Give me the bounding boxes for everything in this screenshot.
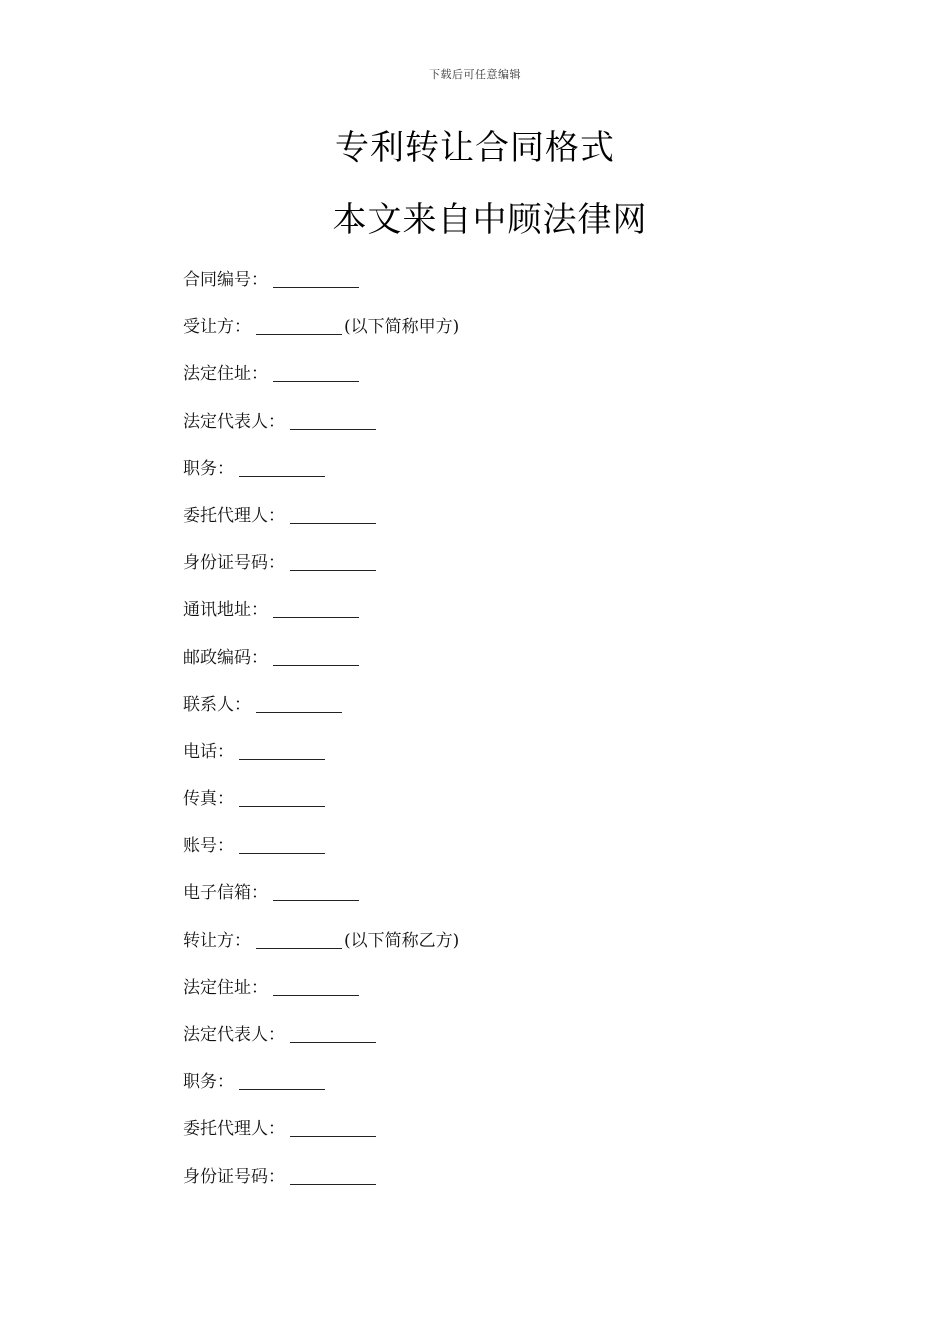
fill-in-blank[interactable] — [239, 1069, 325, 1090]
field-row — [183, 975, 783, 1022]
field-label: 合同编号 — [183, 270, 251, 290]
field-label: 身份证号码 — [183, 1166, 268, 1187]
field-row — [183, 361, 783, 408]
fill-in-blank[interactable] — [273, 361, 359, 382]
field-colon: ： — [251, 977, 268, 998]
field-label: 职务 — [183, 458, 217, 479]
field-row — [183, 692, 783, 739]
fill-in-blank[interactable] — [273, 267, 359, 288]
fill-in-blank[interactable] — [273, 597, 359, 618]
field-colon: ： — [217, 1072, 234, 1093]
field-label: 传真 — [183, 789, 217, 810]
field-colon: ： — [251, 600, 268, 621]
field-label: 职务 — [183, 1072, 217, 1093]
field-colon: ： — [268, 1119, 285, 1140]
field-row — [183, 597, 783, 644]
field-label: 邮政编码 — [183, 647, 251, 668]
field-row — [183, 456, 783, 503]
field-label: 法定代表人 — [183, 411, 268, 432]
field-label: 法定住址 — [183, 977, 251, 998]
field-colon: ： — [268, 1025, 285, 1045]
field-row — [183, 786, 783, 833]
fill-in-blank[interactable] — [290, 1116, 376, 1137]
field-colon: ： — [251, 883, 268, 904]
field-colon: ： — [217, 458, 234, 479]
field-colon: ： — [234, 694, 251, 715]
fill-in-blank[interactable] — [256, 928, 342, 949]
field-note: (以下简称甲方) — [344, 317, 460, 338]
field-colon: ： — [234, 317, 251, 338]
fill-in-blank[interactable] — [256, 692, 342, 713]
field-label: 电话 — [183, 741, 217, 762]
field-label: 委托代理人 — [183, 1119, 268, 1140]
field-row — [183, 409, 783, 456]
field-row — [183, 550, 783, 597]
fill-in-blank[interactable] — [239, 456, 325, 477]
field-row — [183, 645, 783, 692]
contract-fields — [183, 267, 783, 1211]
field-row — [183, 1164, 783, 1211]
field-colon: ： — [268, 1166, 285, 1187]
field-label: 身份证号码 — [183, 553, 268, 574]
field-colon: ： — [251, 270, 268, 290]
fill-in-blank[interactable] — [239, 833, 325, 854]
field-colon: ： — [268, 505, 285, 526]
fill-in-blank[interactable] — [273, 975, 359, 996]
fill-in-blank[interactable] — [239, 786, 325, 807]
field-colon: ： — [268, 411, 285, 432]
field-label: 账号 — [183, 836, 217, 857]
field-colon: ： — [217, 741, 234, 762]
field-colon: ： — [251, 364, 268, 385]
fill-in-blank[interactable] — [290, 1164, 376, 1185]
field-note: (以下简称乙方) — [344, 930, 460, 951]
field-row — [183, 928, 783, 975]
fill-in-blank[interactable] — [273, 645, 359, 666]
field-label: 受让方 — [183, 317, 234, 338]
field-colon: ： — [251, 647, 268, 668]
field-colon: ： — [234, 930, 251, 951]
field-label: 法定住址 — [183, 364, 251, 385]
field-row — [183, 880, 783, 927]
field-row — [183, 1022, 783, 1069]
fill-in-blank[interactable] — [239, 739, 325, 760]
field-label: 法定代表人 — [183, 1025, 268, 1045]
document-subtitle: 本文来自中顾法律网 — [332, 200, 648, 240]
document-title: 专利转让合同格式 — [335, 128, 615, 168]
field-label: 转让方 — [183, 930, 234, 951]
fill-in-blank[interactable] — [273, 880, 359, 901]
field-colon: ： — [217, 789, 234, 810]
field-row — [183, 267, 783, 314]
field-label: 联系人 — [183, 694, 234, 715]
field-row — [183, 314, 783, 361]
field-row — [183, 739, 783, 786]
field-label: 通讯地址 — [183, 600, 251, 621]
fill-in-blank[interactable] — [290, 550, 376, 571]
field-row — [183, 1069, 783, 1116]
field-label: 电子信箱 — [183, 883, 251, 904]
header-note: 下载后可任意编辑 — [429, 68, 521, 81]
fill-in-blank[interactable] — [256, 314, 342, 335]
field-row — [183, 1116, 783, 1163]
field-colon: ： — [268, 553, 285, 574]
field-colon: ： — [217, 836, 234, 857]
field-row — [183, 833, 783, 880]
fill-in-blank[interactable] — [290, 503, 376, 524]
field-row — [183, 503, 783, 550]
fill-in-blank[interactable] — [290, 409, 376, 430]
fill-in-blank[interactable] — [290, 1022, 376, 1043]
field-label: 委托代理人 — [183, 505, 268, 526]
